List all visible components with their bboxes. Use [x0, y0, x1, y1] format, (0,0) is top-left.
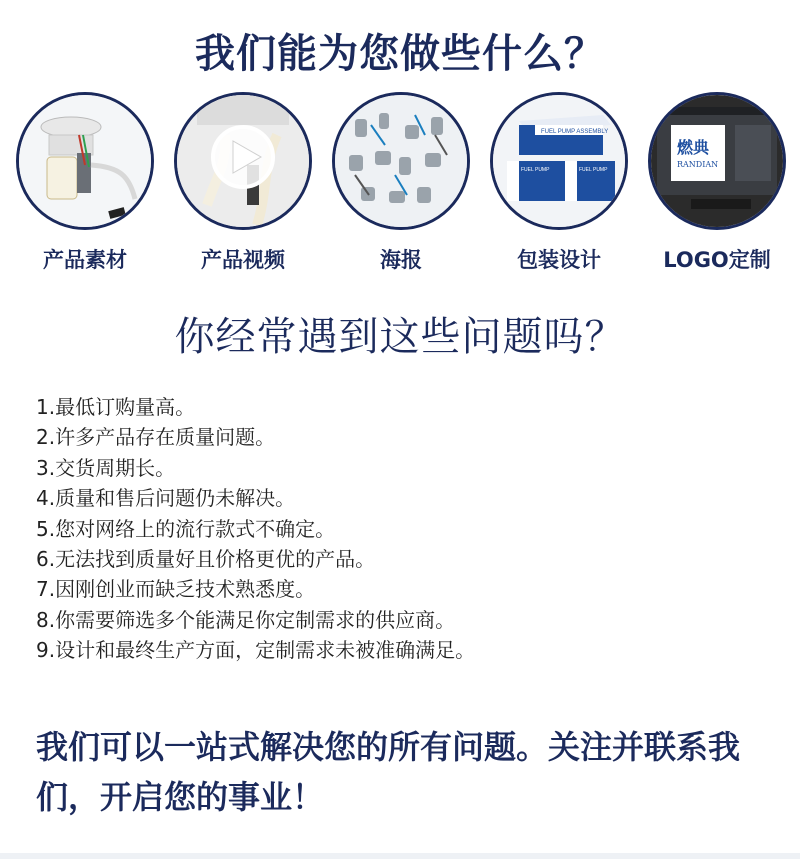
service-label: LOGO定制: [663, 248, 771, 272]
list-item: 3.交货周期长。: [36, 455, 176, 480]
video-thumbnail: [174, 92, 312, 230]
list-item: 7.因刚创业而缺乏技术熟悉度。: [36, 577, 316, 602]
list-item: 4.质量和售后问题仍未解决。: [36, 486, 296, 511]
service-label: 产品素材: [43, 248, 127, 272]
svg-text:FUEL PUMP: FUEL PUMP: [579, 167, 608, 173]
list-item: 5.您对网络上的流行款式不确定。: [36, 516, 336, 541]
svg-text:燃典: 燃典: [677, 138, 710, 157]
svg-text:FUEL PUMP ASSEMBLY: FUEL PUMP ASSEMBLY: [541, 129, 609, 135]
svg-text:FUEL PUMP: FUEL PUMP: [521, 167, 550, 173]
service-product-material[interactable]: [12, 92, 158, 274]
list-item: 2.许多产品存在质量问题。: [36, 425, 276, 450]
list-item: 1.最低订购量高。: [36, 395, 196, 419]
service-label: 海报: [380, 248, 422, 272]
service-label: 产品视频: [201, 248, 285, 272]
problem-list: [36, 392, 776, 666]
services-row: [12, 92, 788, 282]
service-product-video[interactable]: [170, 92, 316, 274]
bottom-divider: [0, 853, 800, 859]
box-packaging-image: [490, 92, 628, 230]
service-poster[interactable]: [328, 92, 474, 274]
monitor-logo-image: [648, 92, 786, 230]
section-title: 你经常遇到这些问题吗？: [174, 314, 626, 360]
fuel-pump-module-image: [16, 92, 154, 230]
list-item: 9.设计和最终生产方面，定制需求未被准确满足。: [36, 638, 476, 663]
closing-statement: 我们可以一站式解决您的所有问题。关注并联系我们，开启您的事业！: [36, 728, 741, 816]
svg-text:RANDIAN: RANDIAN: [677, 160, 719, 169]
list-item: 6.无法找到质量好且价格更优的产品。: [36, 547, 376, 572]
service-label: 包装设计: [517, 248, 601, 272]
service-packaging-design[interactable]: [486, 92, 632, 274]
parts-collage-image: [332, 92, 470, 230]
service-logo-customization[interactable]: [644, 92, 790, 274]
list-item: 8.你需要筛选多个能满足你定制需求的供应商。: [36, 607, 456, 632]
page-title: 我们能为您做些什么？: [195, 31, 605, 77]
